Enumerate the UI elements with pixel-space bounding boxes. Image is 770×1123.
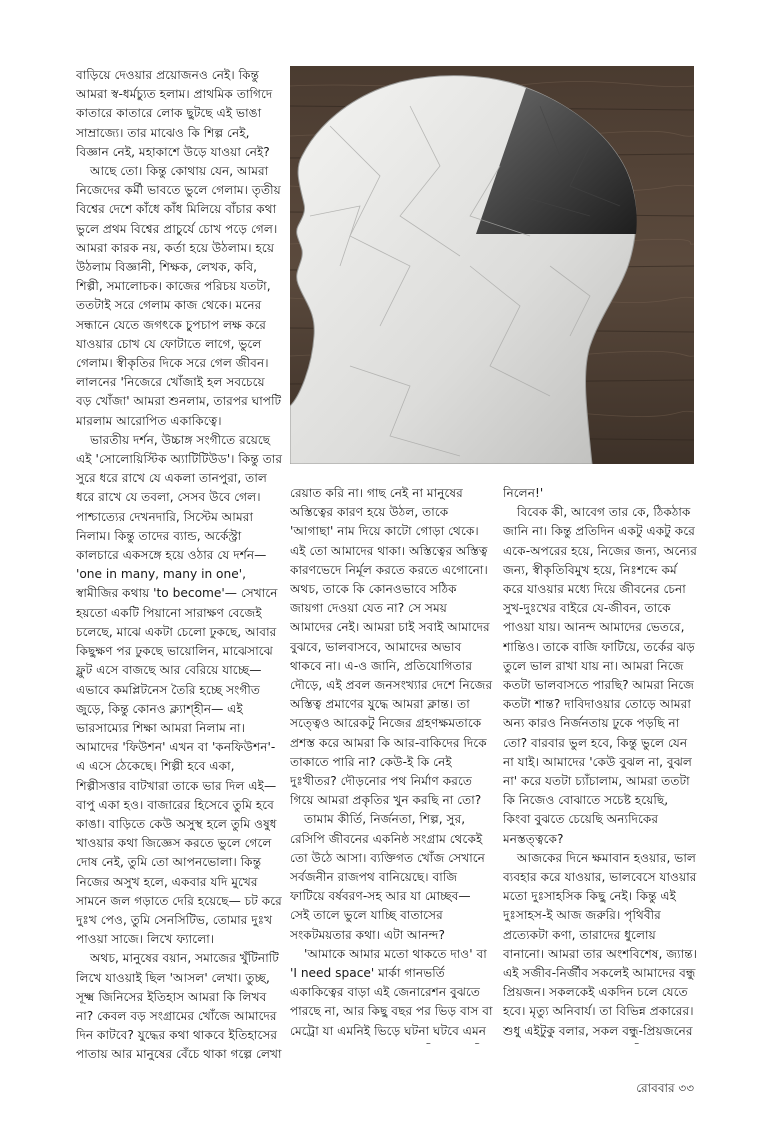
paragraph: রেয়াত করি না। গাছ নেই না মানুষের অস্তিত্বের কারণ হয়ে উঠল, তাকে 'আগাছা' নাম দিয়ে কাটো গোড়া থেকে। এই তো আমাদের থাকা। অস্তিত্বের অস্তিত্ব কারণভেদে নির্মূল করতে করতে এগোনো। অথচ, তাকে কি কোনওভাবে সঠিক জায়গা দেওয়া যেত না? সে সময় আমাদের নেই। আমরা চাই সবাই আমাদের বুঝবে, ভালবাসবে, আমাদের অভাব থাকবে না। এ-ও জানি, প্রতিযোগিতার দৌড়ে, এই প্রবল জনসংখ্যার দেশে নিজের অস্তিত্ব প্রমাণের যুদ্ধে আমরা ক্লান্ত। তা সত্ত্বেও আরেকটু নিজের গ্রহণক্ষমতাকে প্রশস্ত করে আমরা কি আর-বাকিদের দিকে তাকাতে পারি না? কেউ-ই কি নেই দুঃখীতর? দৌড়নোর পথ নির্মাণ করতে গিয়ে আমরা প্রকৃতির খুন করছি না তো? (290, 486, 493, 808)
paragraph: তামাম কীর্তি, নির্জনতা, শিল্প, সুর, রেসিপি জীবনের একনিষ্ঠ সংগ্রাম থেকেই তো উঠে আসা। ব্যক্তিগত খোঁজ সেখানে সর্বজনীন রাজপথ বানিয়েছে। বাজি ফাটিয়ে বর্ষবরণ-সহ আর যা মোচ্ছব— সেই তালে ভুলে যাচ্ছি বাতাসের সংকটময়তার কথা। এটা আনন্দ? (290, 812, 485, 942)
paragraph: বিবেক কী, আবেগ তার কে, ঠিকঠাক জানি না। কিন্তু প্রতিদিন একটু একটু করে একে-অপরের হয়ে, নিজের জন্য, অন্যের জন্য, স্বীকৃতিবিমুখ হয়ে, নিঃশব্দে কর্ম করে যাওয়ার মধ্যে দিয়ে জীবনের চেনা সুখ-দুঃখের বাইরে যে-জীবন, তাকে পাওয়া যায়। আনন্দ আমাদের ভেতরে, শান্তিও। তাকে বাজি ফাটিয়ে, তর্কের ঝড় তুলে ভাল রাখা যায় না। আমরা নিজে কতটা ভালবাসতে পারছি? আমরা নিজে কতটা শান্ত? দাবিদাওয়ার তোড়ে আমরা অন্য কারও নির্জনতায় ঢুকে পড়ছি না তো? বারবার ভুল হবে, কিন্তু ভুলে যেন না যাই। আমাদের 'কেউ বুঝল না, বুঝল না' করে যতটা চ্যাঁচালাম, আমরা ততটা কি নিজেও বোঝাতে সচেষ্ট হয়েছি, কিংবা বুঝতে চেয়েছি অন্যদিকের মনস্তত্ত্বকে? (503, 505, 697, 846)
article-column-2 (290, 484, 493, 1044)
paragraph: অথচ, মানুষের বয়ান, সমাজের খুঁটিনাটি লিখে যাওয়াই ছিল 'আসল' লেখা। তুচ্ছ, সূক্ষ্ম জিনিসের ইতিহাস আমরা কি লিখব না? কেবল বড় সংগ্রামের খোঁজে আমাদের দিন কাটবে? যুদ্ধের কথা থাকবে ইতিহাসের পাতায় আর মানুষের বেঁচে থাকা গল্পে লেখা (76, 951, 282, 1062)
paragraph: আছে তো। কিন্তু কোথায় যেন, আমরা নিজেদের কর্মী ভাবতে ভুলে গেলাম। তৃতীয় বিশ্বের দেশে কাঁধে কাঁধ মিলিয়ে বাঁচার কথা ভুলে প্রথম বিশ্বের প্রাচুর্যে চোখ পড়ে গেল। আমরা কারক নয়, কর্তা হয়ে উঠলাম। হয়ে উঠলাম বিজ্ঞানী, শিক্ষক, লেখক, কবি, শিল্পী, সমালোচক। কাজের পরিচয় যতটা, ততটাই সরে গেলাম কাজ থেকে। মনের সন্ধানে যেতে জগৎকে চুপচাপ লক্ষ করে যাওয়ার চোখ যে ফোটাতে লাগে, ভুলে গেলাম। স্বীকৃতির দিকে সরে গেল জীবন। লালনের 'নিজেরে খোঁজাই হল সবচেয়ে বড় খোঁজা' আমরা শুনলাম, তারপর ঘাপটি মারলাম আরোপিত একাকিত্বে। (76, 164, 282, 428)
paragraph: বাড়িয়ে দেওয়ার প্রয়োজনও নেই। কিন্তু আমরা স্ব-ধর্মচ্যুত হলাম। প্রাথমিক তাগিদে কাতারে কাতারে লোক ছুটছে এই ভাঙা সাম্রাজ্যে। তার মাঝেও কি শিল্প নেই, বিজ্ঞান নেই, মহাকাশে উড়ে যাওয়া নেই? (76, 68, 273, 159)
head-silhouette-image (290, 66, 694, 464)
paragraph: 'আমাকে আমার মতো থাকতে দাও' বা 'I need space' মার্কা গানভর্তি একাকিত্বের বাড়া এই জেনারেশন বুঝতে পারছে না, আর কিছু বছর পর ভিড় বাস বা মেট্রো যা এমনিই ভিড়ে ঘটনা ঘটবে এমন (290, 946, 493, 1038)
paragraph: ভারতীয় দর্শন, উচ্চাঙ্গ সংগীতে রয়েছে এই 'সোলোয়িস্টিক অ্যাটিটিউড'। কিন্তু তার সুরে ধরে রাখে যে একলা তানপুরা, তাল ধরে রাখে যে তবলা, সেসব উবে গেল। পাশ্চাত্যের দেখনদারি, সিস্টেম আমরা নিলাম। কিন্তু তাদের ব্যান্ড, অর্কেস্ট্রা কালচারে একসঙ্গে হয়ে ওঠার যে দর্শন— 'one in many, many in one', স্বামীজির কথায় 'to become'— সেখানে হয়তো একটি পিয়ানো সারাক্ষণ বেজেই চলেছে, মাঝে একটা চেলো ঢুকছে, আবার কিছুক্ষণ পর ঢুকছে ভায়োলিন, মাঝেসাঝে ফ্লুট এসে বাজছে আর বেরিয়ে যাচ্ছে— এভাবে কমপ্লিটনেস তৈরি হচ্ছে সংগীত জুড়ে, কিন্তু কোনও ক্ল্যাশ্‌হীন— এই ভারসাম্যের শিক্ষা আমরা নিলাম না। আমাদের 'ফিউশন' এখন বা 'কনফিউশন'-এ এসে ঠেকেছে। শিল্পী হবে একা, শিল্পীসত্তার বাটখারা তাকে ভার দিল এই— বাপু একা হও। বাজারের হিসেবে তুমি হবে কাঙা। বাড়িতে কেউ অসুস্থ হলে তুমি ওষুধ খাওয়ার কথা জিজ্ঞেস করতে ভুলে গেলে দোষ নেই, তুমি তো আপনভোলা। কিন্তু নিজের অসুখ হলে, একবার যদি মুখের সামনে জল গড়াতে দেরি হয়েছে— চট করে দুঃখ পেও, তুমি সেনসিটিভ, তোমার দুঃখ পাওয়া সাজে। লিখে ফ্যালো। (76, 432, 283, 947)
article-column-3 (503, 484, 699, 1044)
article-column-1 (76, 66, 284, 1066)
paragraph: নিলেন!' (503, 486, 544, 500)
crumpled-paper-head-illustration (290, 66, 694, 464)
page-footer: রোববার ৩৩ (636, 1081, 694, 1095)
paragraph: আজকের দিনে ক্ষমাবান হওয়ার, ভাল ব্যবহার করে যাওয়ার, ভালবেসে যাওয়ার মতো দুঃসাহসিক কিছু নেই। কিন্তু এই দুঃসাহস-ই আজ জরুরি। পৃথিবীর প্রত্যেকটা কণা, তারাদের ধুলোয় বানানো। আমরা তার অংশবিশেষ, জ্যান্ত। এই সজীব-নির্জীব সকলেই আমাদের বন্ধু প্রিয়জন। সকলকেই একদিন চলে যেতে হবে। মৃত্যু অনিবার্য। তা বিভিন্ন প্রকারের। শুধু এইটুকু বলার, সকল বন্ধু-প্রিয়জনের (503, 850, 698, 1038)
